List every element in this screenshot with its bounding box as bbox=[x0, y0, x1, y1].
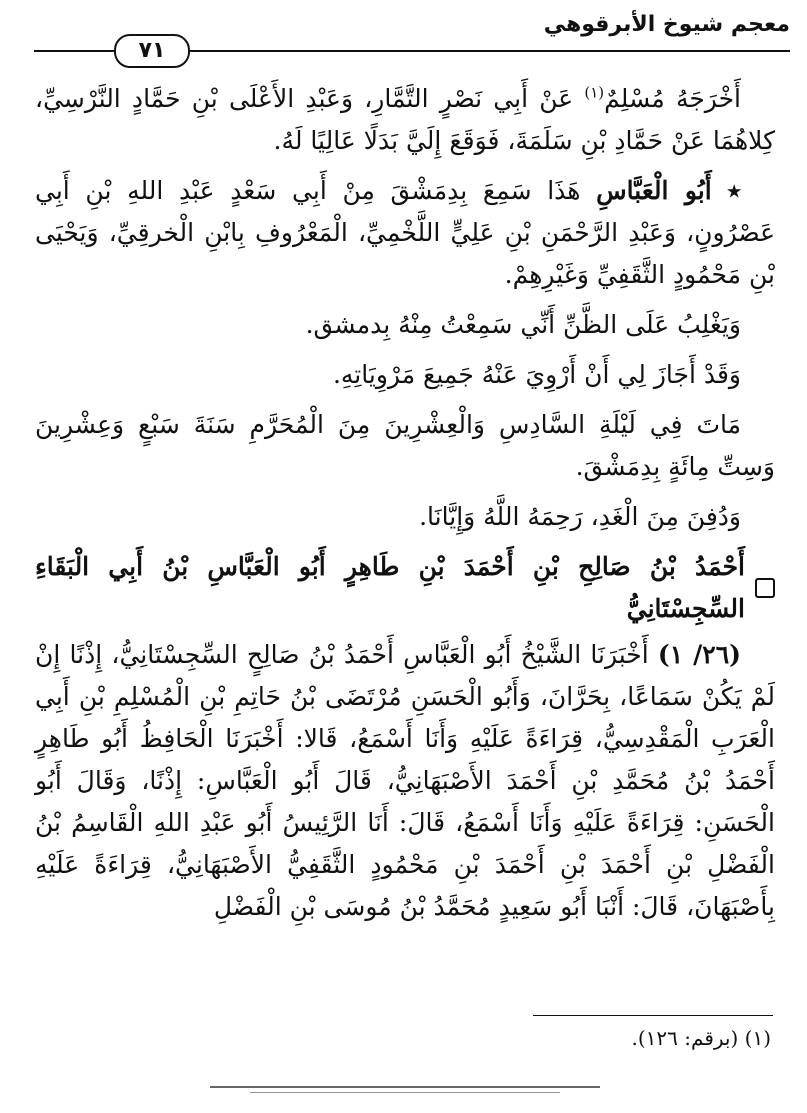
page-body bbox=[35, 78, 775, 936]
footnote-rule bbox=[533, 1015, 773, 1016]
footnote-marker: (١) bbox=[584, 83, 605, 102]
book-title: معجم شيوخ الأبرقوهي bbox=[543, 12, 790, 37]
checkbox-icon bbox=[755, 578, 775, 598]
paragraph-2 bbox=[35, 170, 775, 296]
paragraph-3: وَيَغْلِبُ عَلَى الظَّنِّ أَنِّي سَمِعْتُ مِنْهُ بِدمشق. bbox=[305, 310, 741, 339]
paragraph-text: عَنْ أَبِي نَصْرٍ التَّمَّارِ، وَعَبْدِ الأَعْلَى بْنِ حَمَّادٍ النَّرْسِيِّ، كِلاهُمَا عَنْ حَمَّادِ بْنِ سَلَمَةَ، فَوَقَعَ إِلَيَّ بَدَلًا عَالِيًا لَهُ. bbox=[35, 84, 775, 155]
entry-title-text: أَحْمَدُ بْنُ صَالِحِ بْنِ أَحْمَدَ بْنِ طَاهِرٍ أَبُو الْعَبَّاسِ بْنُ أَبِي الْبَقَاءِ السِّجِسْتَانِيُّ bbox=[35, 552, 745, 623]
paragraph-6: وَدُفِنَ مِنَ الْغَدِ، رَحِمَهُ اللَّهُ وَإِيَّانَا. bbox=[419, 502, 741, 531]
footnote: (١) (برقم: ١٢٦). bbox=[631, 1026, 771, 1050]
star-icon: ٭ bbox=[727, 176, 741, 205]
entry-paragraph bbox=[35, 634, 775, 928]
entry-heading bbox=[35, 546, 775, 630]
paragraph-5: مَاتَ فِي لَيْلَةِ السَّادِسِ وَالْعِشْرِينَ مِنَ الْمُحَرَّمِ سَنَةَ سَبْعٍ وَعِشْرِينَ وَسِتِّ مِائَةٍ بِدِمَشْقَ. bbox=[35, 410, 775, 481]
person-name: أَبُو الْعَبَّاسِ bbox=[596, 176, 712, 205]
paragraph-4: وَقَدْ أَجَازَ لِي أَنْ أَرْوِيَ عَنْهُ جَمِيعَ مَرْوِيَاتِهِ. bbox=[332, 360, 741, 389]
page-number: ٧١ bbox=[114, 34, 190, 68]
page-header bbox=[34, 8, 790, 63]
entry-text: أَخْبَرَنَا الشَّيْخُ أَبُو الْعَبَّاسِ أَحْمَدُ بْنُ صَالِحٍ السِّجِسْتَانِيُّ، إِذْنًا إِنْ لَمْ يَكُنْ سَمَاعًا، بِحَرَّانَ، وَأَبُو الْحَسَنِ مُرْتَضَى بْنُ حَاتِمِ بْنِ الْمُسْلِمِ بْنِ أَبِي الْعَرَبِ الْمَقْدِسِيُّ، قِرَاءَةً عَلَيْهِ وَأَنَا أَسْمَعُ، قَالا: أَخْبَرَنَا الْحَافِظُ أَبُو طَاهِرٍ أَحْمَدُ بْنُ مُحَمَّدِ بْنِ أَحْمَدَ الأَصْبَهَانِيُّ، قَالَ أَبُو الْعَبَّاسِ: إِذْنًا، وَقَالَ أَبُو الْحَسَنِ: قِرَاءَةً عَلَيْهِ وَأَنَا أَسْمَعُ، قَالَ: أَنَا الرَّئِيسُ أَبُو عَبْدِ اللهِ الْقَاسِمُ بْنُ الْفَضْلِ بْنِ أَحْمَدَ بْنِ أَحْمَدَ بْنِ مَحْمُودٍ الثَّقَفِيُّ الأَصْبَهَانِيُّ، قِرَاءَةً عَلَيْهِ بِأَصْبَهَانَ، قَالَ: أَنْبَا أَبُو سَعِيدٍ مُحَمَّدُ بْنُ مُوسَى بْنِ الْفَضْلِ bbox=[35, 640, 775, 921]
bottom-rule-secondary bbox=[250, 1092, 560, 1093]
entry-reference: (٢٦/ ١) bbox=[657, 640, 741, 669]
paragraph-text: هَذَا سَمِعَ بِدِمَشْقَ مِنْ أَبِي سَعْدٍ عَبْدِ اللهِ بْنِ أَبِي عَصْرُونٍ، وَعَبْدِ الرَّحْمَنِ بْنِ عَلِيٍّ اللَّخْمِيِّ، الْمَعْرُوفِ بِابْنِ الْخرقِيِّ، وَيَحْيَى بْنِ مَحْمُودٍ الثَّقَفِيِّ وَغَيْرِهِمْ. bbox=[35, 176, 775, 289]
paragraph-1 bbox=[35, 78, 775, 162]
paragraph-text: أَخْرَجَهُ مُسْلِمٌ bbox=[604, 84, 741, 113]
bottom-rule bbox=[210, 1086, 600, 1088]
